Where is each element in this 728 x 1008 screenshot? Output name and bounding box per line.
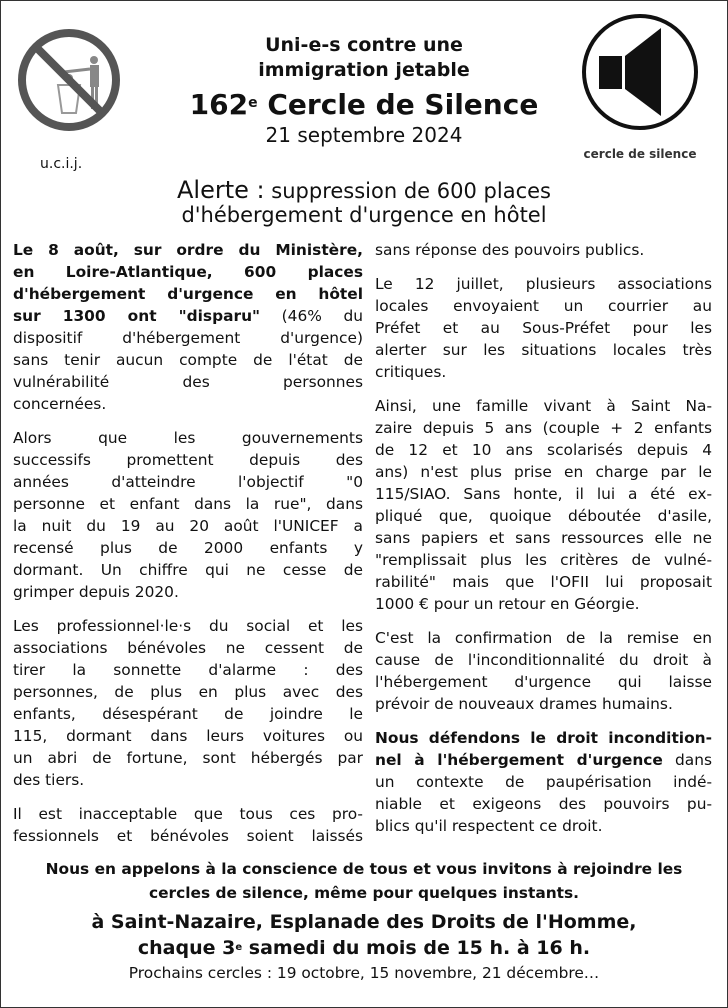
- left-column: [13, 239, 363, 859]
- text-line: [375, 273, 712, 295]
- text-line: [13, 427, 363, 449]
- title-text: Cercle de Silence: [257, 88, 539, 121]
- text-line: [13, 725, 363, 747]
- text-line: [375, 361, 712, 383]
- bold-text: en Loire-Atlantique, 600 places: [13, 263, 363, 281]
- text: des tiers.: [13, 771, 85, 789]
- text-line: [13, 537, 363, 559]
- text: 115, dormant dans leurs voitures ou: [13, 727, 363, 745]
- paragraph: [13, 427, 363, 603]
- bold-text: nel à l'hébergement d'urgence: [375, 751, 663, 769]
- text: prévoir de nouveaux drames humains.: [375, 695, 673, 713]
- text-line: [375, 815, 712, 837]
- text: locales envoyaient un courrier au: [375, 297, 712, 315]
- text: personnes, de plus en plus avec des: [13, 683, 363, 701]
- appeal-line: Nous en appelons à la conscience de tous et vous invitons à rejoindre les: [45, 860, 683, 878]
- text-line: [375, 339, 712, 361]
- next-circles: Prochains cercles : 19 octobre, 15 novembre, 21 décembre…: [128, 964, 600, 982]
- text-line: [13, 659, 363, 681]
- text-line: [375, 693, 712, 715]
- title-number: 162: [189, 88, 249, 121]
- text-line: [375, 239, 712, 261]
- text-line: [375, 483, 712, 505]
- text-line: [13, 769, 363, 791]
- text-line: [13, 493, 363, 515]
- text-line: [375, 417, 712, 439]
- text: tirer la sonnette d'alarme : des: [13, 661, 363, 679]
- text-line: [13, 581, 363, 603]
- text: la nuit du 19 au 20 août l'UNICEF a: [13, 517, 363, 535]
- text: personne et enfant dans la rue", dans: [13, 495, 363, 513]
- text: ans) n'est plus prise en charge par le: [375, 463, 712, 481]
- text-line: [13, 471, 363, 493]
- text-line: [13, 703, 363, 725]
- text-line: [13, 305, 363, 327]
- text: 115/SIAO. Sans honte, il lui a été ex-: [375, 485, 712, 503]
- text-line: [375, 649, 712, 671]
- paragraph: [375, 395, 712, 615]
- text: dans: [662, 751, 712, 769]
- text-line: [13, 239, 363, 261]
- text-line: [375, 627, 712, 649]
- text: Alors que les gouvernements: [13, 429, 363, 447]
- alert-label: Alerte :: [177, 176, 265, 204]
- text: enfants, désespérant de joindre le: [13, 705, 363, 723]
- text: dormant. Un chiffre qui ne cesse de: [13, 561, 363, 579]
- text: sans tenir aucun compte de l'état de: [13, 351, 363, 369]
- text-line: [375, 771, 712, 793]
- text: cause de l'inconditionnalité du droit à: [375, 651, 712, 669]
- text-line: [375, 671, 712, 693]
- text-line: [13, 637, 363, 659]
- location: [0, 909, 728, 961]
- text: un abri de fortune, sont hébergés par: [13, 749, 363, 767]
- text: niable et exigeons des pouvoirs pu-: [375, 795, 712, 813]
- text-line: [375, 395, 712, 417]
- page-title: [0, 88, 728, 122]
- text-line: [375, 593, 712, 615]
- text-line: [375, 439, 712, 461]
- bold-text: Nous défendons le droit incondition-: [375, 729, 712, 747]
- text: grimper depuis 2020.: [13, 583, 179, 601]
- text: successifs promettent depuis des: [13, 451, 363, 469]
- text-line: [13, 559, 363, 581]
- text-line: [375, 505, 712, 527]
- alert-heading: [0, 178, 728, 227]
- paragraph: [13, 615, 363, 791]
- text: "remplissait plus les critères de vulné-: [375, 551, 712, 569]
- appeal-line: cercles de silence, même pour quelques instants.: [148, 884, 580, 902]
- appeal: [0, 857, 728, 905]
- text: associations bénévoles ne cessent de: [13, 639, 363, 657]
- text: recensé plus de 2000 enfants y: [13, 539, 363, 557]
- subtitle: [0, 33, 728, 83]
- text: de 12 et 10 ans scolarisés depuis 4: [375, 441, 712, 459]
- bold-text: Le 8 août, sur ordre du Ministère,: [13, 241, 363, 259]
- paragraph: [375, 273, 712, 383]
- schedule-text: chaque 3: [137, 937, 236, 959]
- paragraph: [375, 239, 712, 261]
- schedule-text: samedi du mois de 15 h. à 16 h.: [242, 937, 591, 959]
- text: Ainsi, une famille vivant à Saint Na-: [375, 397, 712, 415]
- alert-line: suppression de 600 places: [264, 179, 551, 203]
- paragraph: [375, 627, 712, 715]
- text-line: [13, 283, 363, 305]
- text-line: [13, 681, 363, 703]
- text-line: [13, 393, 363, 415]
- text: alerter sur les situations locales très: [375, 341, 712, 359]
- subtitle-line: immigration jetable: [258, 59, 470, 81]
- text-line: [13, 371, 363, 393]
- text: concernées.: [13, 395, 107, 413]
- text: années d'atteindre l'objectif "0: [13, 473, 363, 491]
- text-line: [13, 327, 363, 349]
- text: Il est inacceptable que tous ces pro-: [13, 805, 363, 823]
- text-line: [13, 449, 363, 471]
- location-place: à Saint-Nazaire, Esplanade des Droits de l'Homme,: [91, 911, 637, 933]
- text: Les professionnel·le·s du social et les: [13, 617, 363, 635]
- text-line: [13, 515, 363, 537]
- text-line: [13, 825, 363, 847]
- schedule-sup: e: [235, 942, 243, 953]
- text-line: [13, 615, 363, 637]
- text-line: [13, 747, 363, 769]
- text-line: [13, 349, 363, 371]
- text: Le 12 juillet, plusieurs associations: [375, 275, 712, 293]
- text: un contexte de paupérisation indé-: [375, 773, 712, 791]
- paragraph: [13, 803, 363, 847]
- right-column: [375, 239, 712, 849]
- title-sup: e: [248, 95, 258, 111]
- text-line: [375, 749, 712, 771]
- text: vulnérabilité des personnes: [13, 373, 363, 391]
- text: rabilité" mais que l'OFII lui proposait: [375, 573, 712, 591]
- text-line: [375, 317, 712, 339]
- paragraph: [375, 727, 712, 837]
- text: pliqué que, quoique déboutée d'asile,: [375, 507, 712, 525]
- text: blics qu'il respectent ce droit.: [375, 817, 603, 835]
- text: sans papiers et sans ressources elle ne: [375, 529, 712, 547]
- cercle-de-silence-caption: cercle de silence: [583, 147, 697, 161]
- text: Préfet et au Sous-Préfet pour les: [375, 319, 712, 337]
- text-line: [375, 793, 712, 815]
- bold-text: d'hébergement d'urgence en hôtel: [13, 285, 363, 303]
- text: dispositif d'hébergement d'urgence): [13, 329, 363, 347]
- text: sans réponse des pouvoirs publics.: [375, 241, 645, 259]
- alert-line: d'hébergement d'urgence en hôtel: [181, 203, 547, 227]
- text-line: [375, 727, 712, 749]
- text: 1000 € pour un retour en Géorgie.: [375, 595, 640, 613]
- text-line: [375, 461, 712, 483]
- paragraph: [13, 239, 363, 415]
- text: (46% du: [260, 307, 363, 325]
- text: critiques.: [375, 363, 447, 381]
- event-date: 21 septembre 2024: [265, 123, 463, 147]
- text-line: [13, 803, 363, 825]
- text-line: [375, 549, 712, 571]
- text: C'est la confirmation de la remise en: [375, 629, 712, 647]
- subtitle-line: Uni-e-s contre une: [265, 34, 463, 56]
- text-line: [375, 295, 712, 317]
- location-schedule: [0, 935, 728, 961]
- text-line: [375, 527, 712, 549]
- bold-text: sur 1300 ont "disparu": [13, 307, 261, 325]
- text: zaire depuis 5 ans (couple + 2 enfants: [375, 419, 712, 437]
- text: l'hébergement d'urgence qui laisse: [375, 673, 712, 691]
- text: fessionnels et bénévoles soient laissés: [13, 827, 363, 845]
- text-line: [13, 261, 363, 283]
- text-line: [375, 571, 712, 593]
- ucij-caption: u.c.i.j.: [40, 156, 83, 172]
